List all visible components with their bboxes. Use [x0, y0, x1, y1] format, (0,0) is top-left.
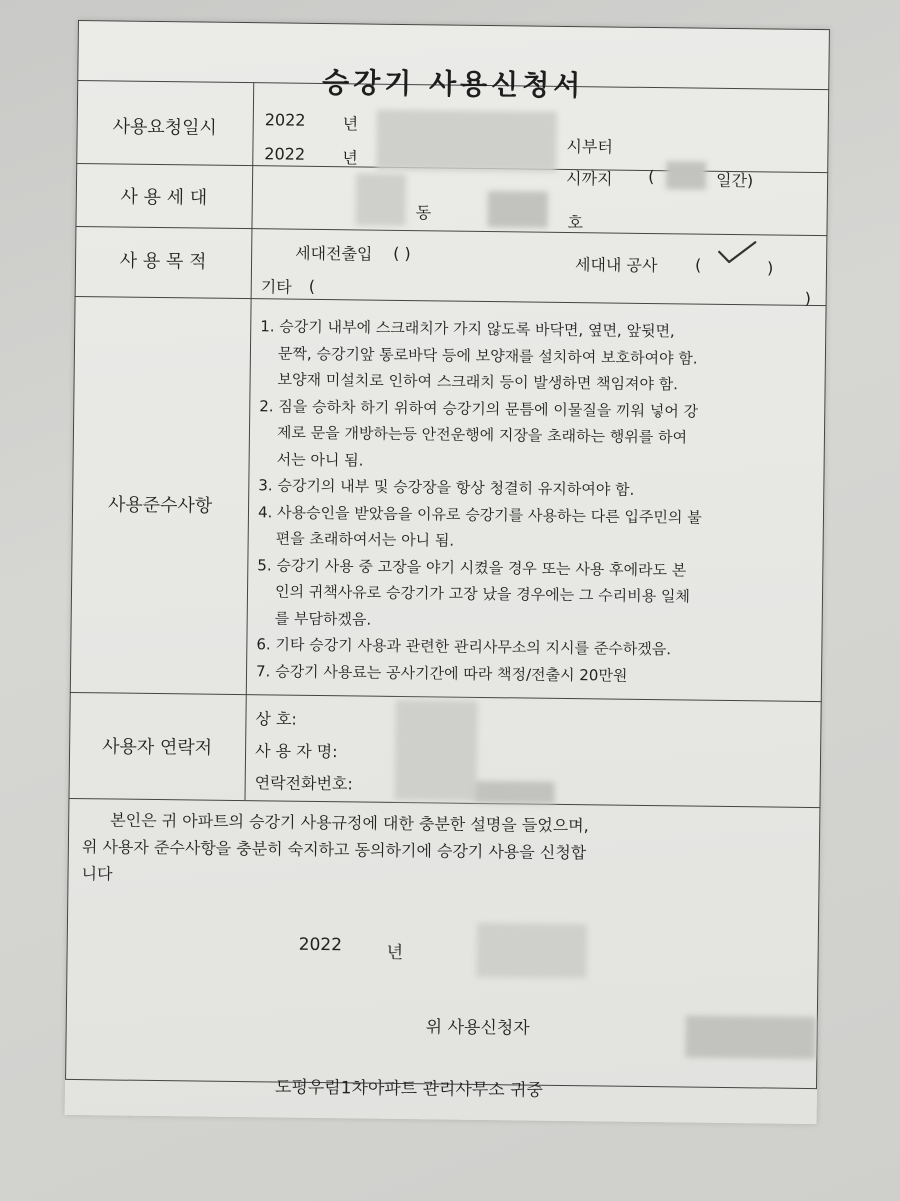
rule-line: 5. 승강기 사용 중 고장을 야기 시켰을 경우 또는 사용 후에라도 본	[257, 555, 687, 579]
label-household: 사 용 세 대	[120, 186, 208, 209]
end-suffix: 시까지	[565, 168, 613, 189]
period-open: (	[648, 166, 655, 187]
period-close: 일간)	[715, 170, 754, 191]
purpose-move-blank: ( )	[393, 243, 411, 264]
sign-year: 2022	[298, 934, 343, 956]
purpose-construction-label: 세대내 공사	[574, 255, 658, 276]
rule-line: 보양재 미설치로 인하여 스크래치 등이 발생하면 책임져야 함.	[277, 370, 679, 394]
rule-line: 제로 문을 개방하는등 안전운행에 지장을 초래하는 행위를 하여	[276, 423, 688, 447]
rule-line: 4. 사용승인을 받았음을 이유로 승강기를 사용하는 다른 입주민의 불	[257, 502, 702, 527]
purpose-construction-open: (	[694, 255, 702, 275]
end-year-unit: 년	[342, 148, 358, 168]
label-rules: 사용준수사항	[107, 494, 213, 517]
redacted-unit	[488, 191, 548, 228]
recipient: 도평우림1차아파트 관리사무소 귀중	[274, 1077, 544, 1101]
declaration-line: 본인은 귀 아파트의 승강기 사용규정에 대한 충분한 설명을 들었으며,	[110, 810, 589, 836]
rule-line: 7. 승강기 사용료는 공사기간에 따라 책정/전출시 20만원	[255, 661, 628, 685]
contact-company-label: 상 호:	[255, 709, 297, 729]
purpose-construction-close: )	[766, 258, 774, 278]
purpose-other-close: )	[804, 288, 812, 308]
start-year-unit: 년	[342, 114, 359, 134]
rules-list	[256, 313, 820, 691]
redacted-days	[666, 161, 706, 189]
rule-line: 문짝, 승강기앞 통로바닥 등에 보양재를 설치하여 보호하여야 함.	[277, 343, 698, 368]
declaration-text	[81, 806, 812, 896]
purpose-other-label: 기타	[260, 277, 292, 297]
label-request-date: 사용요청일시	[112, 116, 217, 139]
redacted-contact-info	[394, 700, 477, 801]
applicant-label: 위 사용신청자	[425, 1017, 530, 1039]
check-mark-icon	[715, 238, 759, 269]
start-year: 2022	[264, 110, 306, 130]
ho-unit: 호	[567, 212, 584, 233]
declaration-line: 위 사용자 준수사항을 충분히 숙지하고 동의하기에 승강기 사용을 신청합	[81, 837, 587, 863]
rule-line: 서는 아니 됨.	[276, 449, 364, 470]
declaration-line: 니다	[81, 864, 113, 884]
rule-line: 1. 승강기 내부에 스크래치가 가지 않도록 바닥면, 옆면, 앞뒷면,	[260, 317, 675, 341]
application-form-paper	[65, 20, 830, 1124]
contact-phone-label: 연락전화번호:	[254, 773, 353, 794]
redacted-sign-date	[476, 923, 587, 978]
sign-year-unit: 년	[386, 942, 404, 964]
form-title: 승강기 사용신청서	[321, 65, 585, 103]
purpose-other-open: (	[308, 276, 316, 296]
label-contact: 사용자 연락저	[101, 736, 213, 759]
dong-unit: 동	[415, 203, 432, 223]
redacted-signature	[685, 1016, 816, 1060]
redacted-building	[356, 173, 407, 226]
start-suffix: 시부터	[566, 136, 613, 157]
purpose-move-label: 세대전출입	[295, 243, 373, 264]
redacted-dates	[376, 110, 557, 172]
rule-line: 3. 승강기의 내부 및 승강장을 항상 청결히 유지하여야 함.	[258, 476, 635, 499]
rule-line: 인의 귀책사유로 승강기가 고장 났을 경우에는 그 수리비용 일체	[274, 582, 691, 606]
rule-line: 6. 기타 승강기 사용과 관련한 관리사무소의 지시를 준수하겠음.	[256, 635, 672, 659]
rule-line: 편을 초래하여서는 아니 됨.	[275, 529, 455, 550]
redacted-phone	[474, 781, 554, 804]
end-year: 2022	[264, 144, 306, 164]
label-purpose: 사 용 목 적	[119, 250, 207, 273]
rule-line: 2. 짐을 승하차 하기 위하여 승강기의 문틈에 이물질을 끼워 넣어 강	[259, 396, 699, 421]
contact-user-label: 사 용 자 명:	[254, 741, 338, 762]
rule-line: 를 부담하겠음.	[274, 608, 372, 629]
